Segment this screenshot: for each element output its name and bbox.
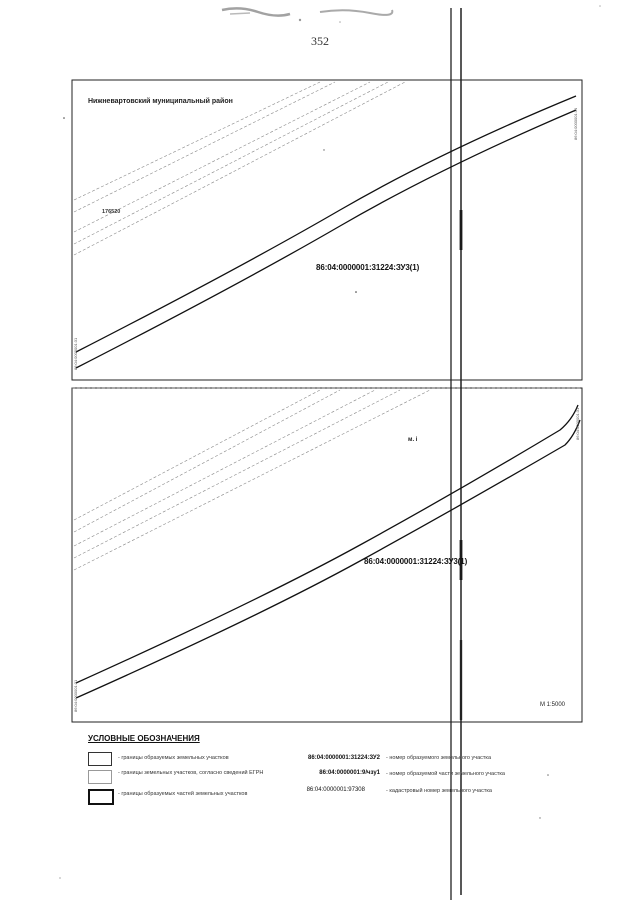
legend-symbol-text: - границы земельных участков, согласно сведений ЕГРН — [118, 770, 264, 776]
legend-symbol-parcel-boundary — [88, 752, 112, 766]
legend-code-text: - кадастровый номер земельного участка — [386, 788, 492, 794]
egrn-boundary-lines-top — [74, 82, 405, 255]
parcel-label-bottom: 86:04:0000001:31224:ЗУ3(1) — [364, 557, 468, 566]
region-label: Нижневартовский муниципальный район — [88, 98, 233, 105]
legend-symbol-text: - границы образуемых частей земельных участков — [118, 791, 248, 797]
point-label: 176520 — [102, 209, 121, 215]
legend-symbol-text: - границы образуемых земельных участков — [118, 755, 229, 761]
page-number: 352 — [311, 34, 329, 48]
legend-code-text: - номер образуемой части земельного участка — [386, 771, 505, 777]
legend-symbol-egrn-boundary — [88, 770, 112, 784]
legend-code: 86:04:0000001:31224:ЗУ2 — [308, 755, 380, 761]
legend-code: 86:04:0000001:97308 — [306, 787, 365, 793]
parcel-boundary-bottom — [76, 405, 580, 698]
egrn-boundary-lines-bottom — [74, 390, 430, 570]
svg-text:86:04:0000001:31: 86:04:0000001:31 — [73, 679, 78, 712]
svg-text:86:04:0000001:31: 86:04:0000001:31 — [573, 107, 578, 140]
legend-symbol-part-boundary — [88, 789, 114, 805]
legend-title: УСЛОВНЫЕ ОБОЗНАЧЕНИЯ — [88, 734, 200, 743]
legend-code: 86:04:0000001:9/чзу1 — [319, 770, 380, 776]
svg-text:86:04:0000001:31: 86:04:0000001:31 — [73, 337, 78, 370]
parcel-label-top: 86:04:0000001:31224:ЗУ3(1) — [316, 263, 420, 272]
parcel-boundary-top — [76, 96, 576, 368]
map-frame-bottom — [72, 388, 582, 722]
svg-text:86:04:0000001:31: 86:04:0000001:31 — [575, 407, 580, 440]
small-mark: м. і — [408, 437, 418, 443]
scale-label: М 1:5000 — [540, 702, 566, 708]
map-frame-top — [72, 80, 582, 380]
legend-code-text: - номер образуемого земельного участка — [386, 755, 492, 761]
